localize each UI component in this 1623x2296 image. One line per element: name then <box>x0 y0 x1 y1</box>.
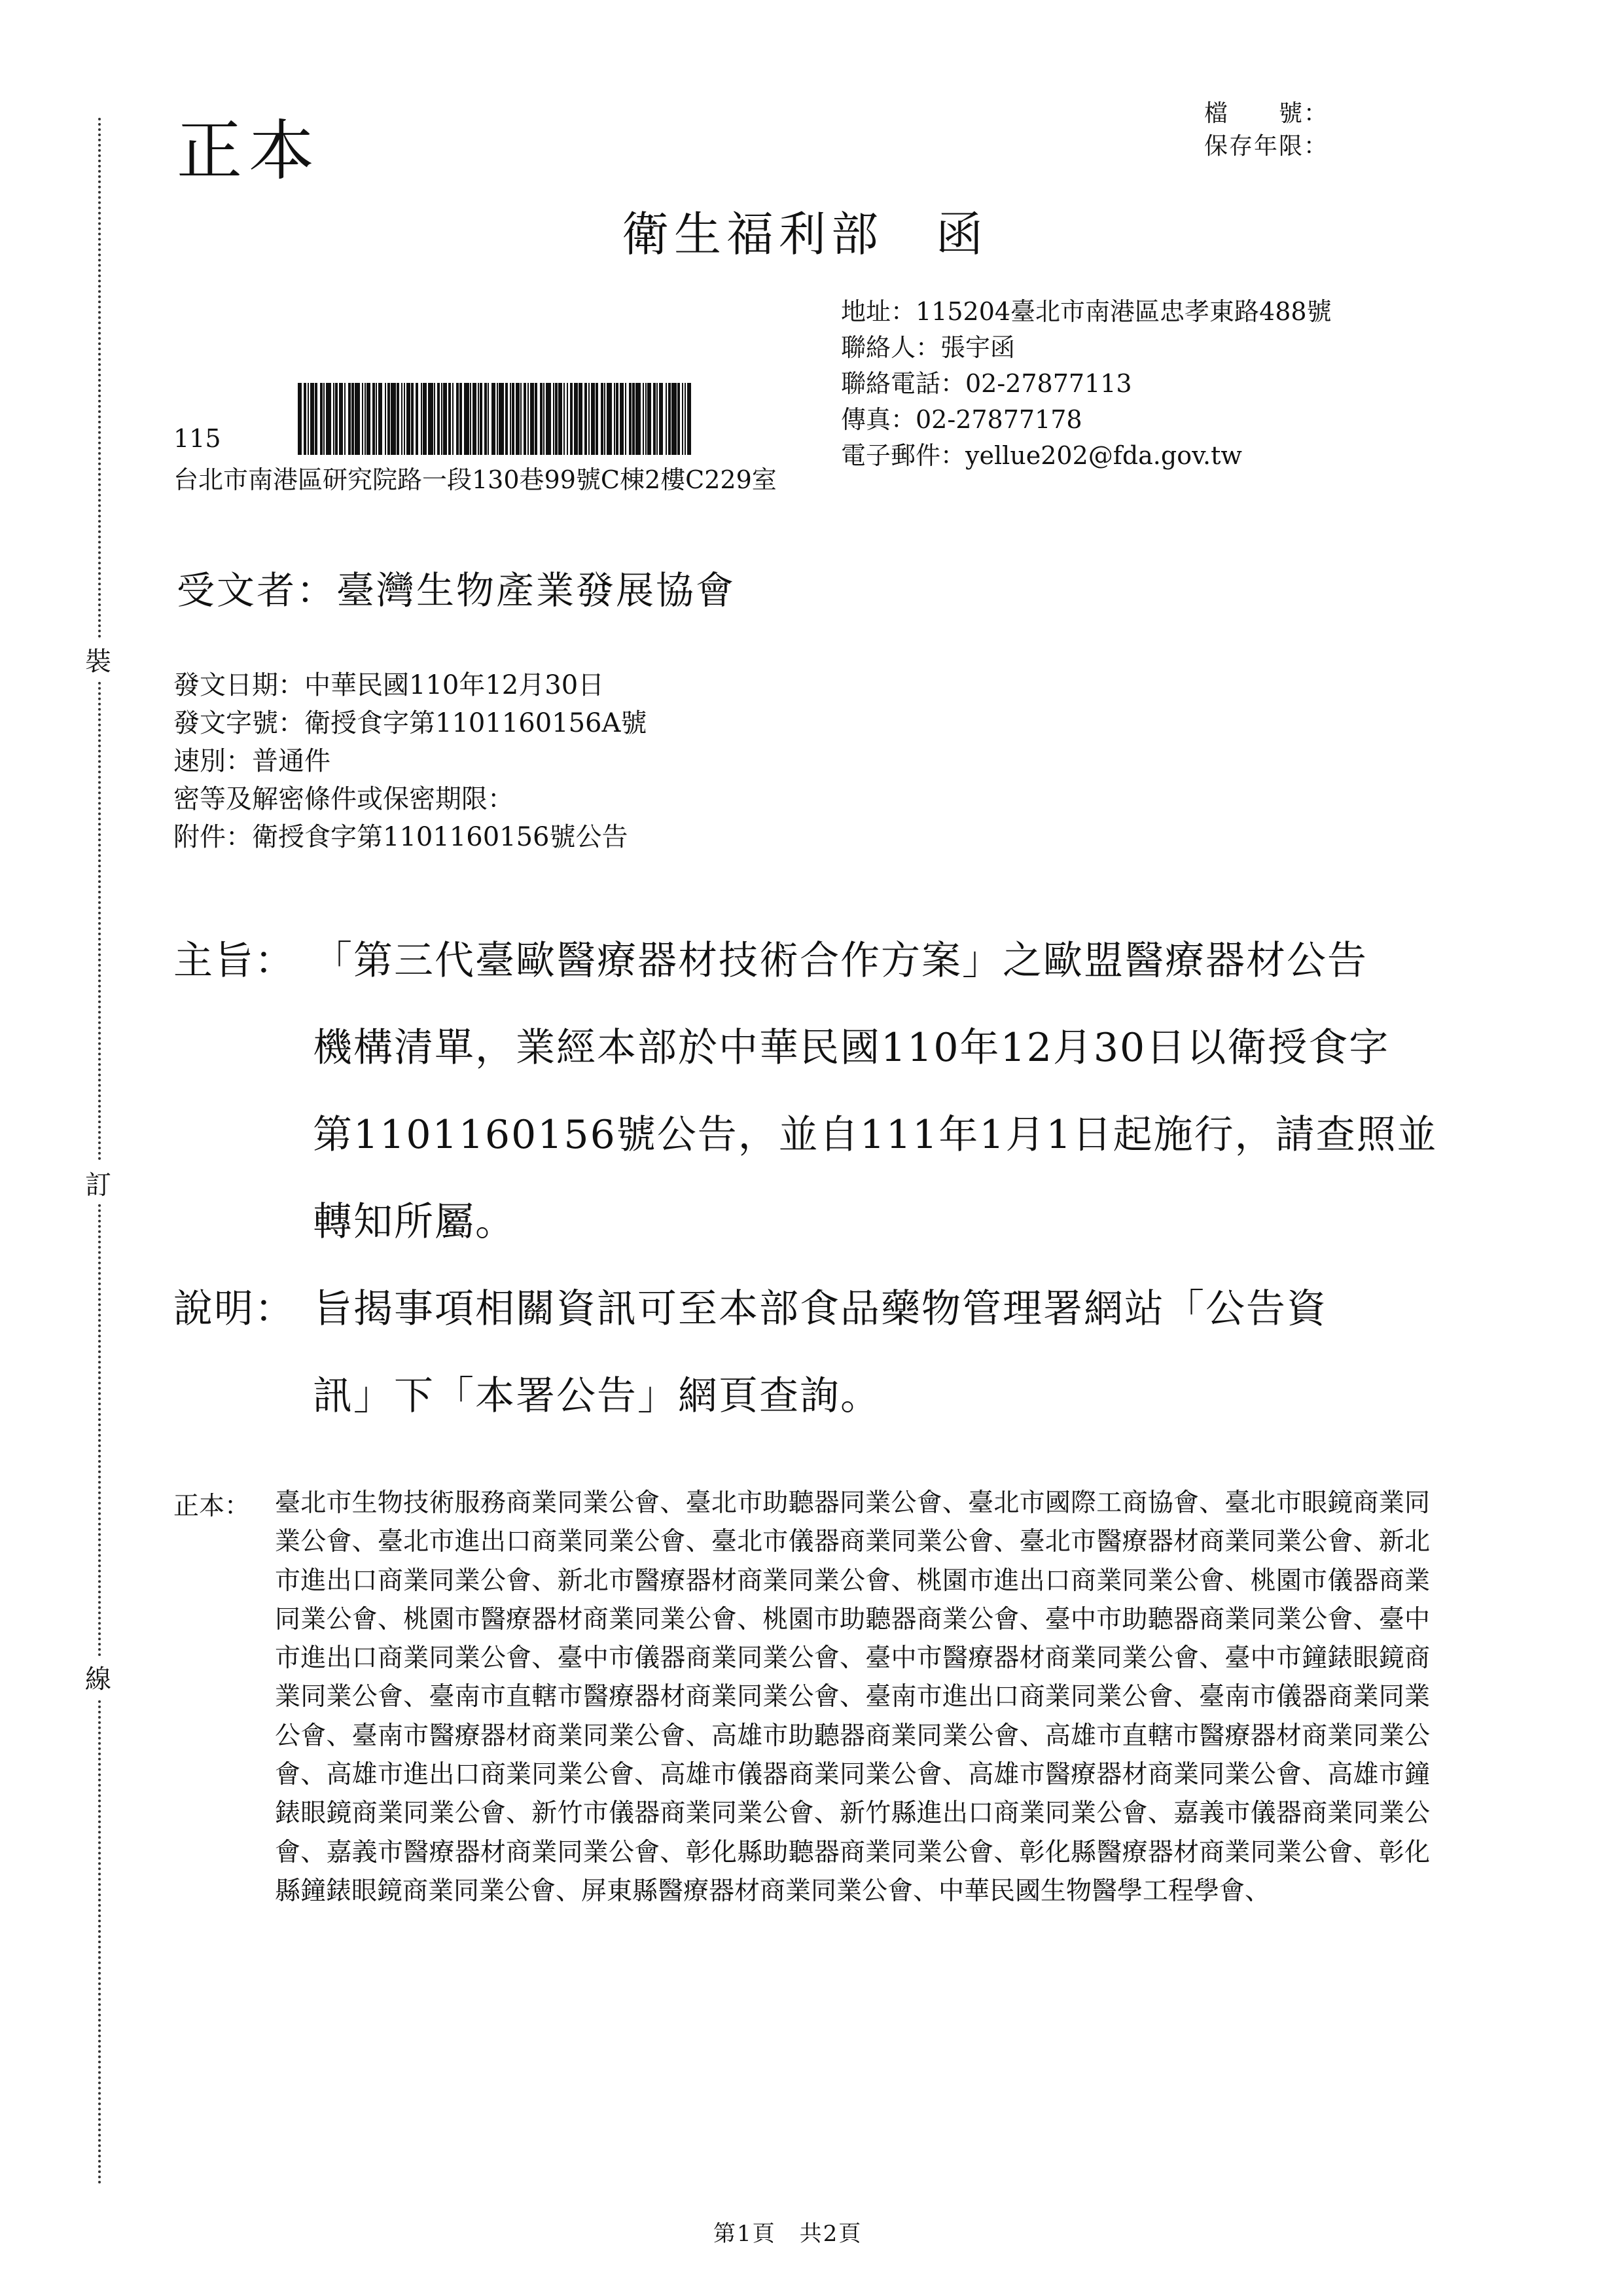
binding-mark-xian: 線 <box>85 1656 111 1698</box>
binding-dotted-line <box>98 118 101 2186</box>
mailing-zip: 115 <box>173 424 221 453</box>
document-title: 衛生福利部 函 <box>622 207 989 262</box>
copies-recipient-list: 臺北市生物技術服務商業同業公會、臺北市助聽器同業公會、臺北市國際工商協會、臺北市眼鏡商業同業公會、臺北市進出口商業同業公會、臺北市儀器商業同業公會、臺北市醫療器材商業同業公會、新北市進出口商業同業公會、新北市醫療器材商業同業公會、桃園市進出口商業同業公會、桃園市儀器商業同業公會、桃園市醫療器材商業同業公會、桃園市助聽器商業公會、臺中市助聽器商業同業公會、臺中市進出口商業同業公會、臺中市儀器商業同業公會、臺中市醫療器材商業同業公會、臺中市鐘錶眼鏡商業同業公會、臺南市直轄市醫療器材商業同業公會、臺南市進出口商業同業公會、臺南市儀器商業同業公會、臺南市醫療器材商業同業公會、高雄市助聽器商業同業公會、高雄市直轄市醫療器材商業同業公會、高雄市進出口商業同業公會、高雄市儀器商業同業公會、高雄市醫療器材商業同業公會、高雄市鐘錶眼鏡商業同業公會、新竹市儀器商業同業公會、新竹縣進出口商業同業公會、嘉義市儀器商業同業公會、嘉義市醫療器材商業同業公會、彰化縣助聽器商業同業公會、彰化縣醫療器材商業同業公會、彰化縣鐘錶眼鏡商業同業公會、屏東縣醫療器材商業同業公會、中華民國生物醫學工程學會、 <box>275 1488 1430 1906</box>
issue-date: 發文日期：中華民國110年12月30日 <box>173 670 605 700</box>
copies-label: 正本： <box>173 1492 251 1521</box>
binding-mark-ding: 訂 <box>85 1162 111 1204</box>
subject-line-2: 機構清單，業經本部於中華民國110年12月30日以衛授食字 <box>313 1025 1390 1071</box>
recipient: 受文者：臺灣生物產業發展協會 <box>177 568 736 613</box>
security-level: 密等及解密條件或保密期限： <box>173 784 514 814</box>
page-number: 第1頁 共2頁 <box>713 2221 863 2247</box>
attachment: 附件：衛授食字第1101160156號公告 <box>173 822 628 852</box>
file-number-label: 檔 號： <box>1204 100 1329 127</box>
explanation-line-1: 旨揭事項相關資訊可至本部食品藥物管理署網站「公告資 <box>313 1286 1327 1332</box>
contact-phone: 聯絡電話：02-27877113 <box>841 369 1132 398</box>
subject-line-4: 轉知所屬。 <box>313 1199 516 1245</box>
contact-email: 電子郵件：yellue202@fda.gov.tw <box>841 441 1242 470</box>
subject-line-3: 第1101160156號公告，並自111年1月1日起施行，請查照並 <box>313 1112 1438 1158</box>
contact-person: 聯絡人：張宇函 <box>841 333 1016 362</box>
binding-mark-zhuang: 裝 <box>85 638 111 681</box>
retention-period-label: 保存年限： <box>1204 133 1329 160</box>
explanation-label: 說明： <box>173 1286 295 1332</box>
mailing-barcode <box>298 383 697 455</box>
delivery-speed: 速別：普通件 <box>173 746 330 776</box>
sender-address: 地址：115204臺北市南港區忠孝東路488號 <box>841 297 1332 326</box>
subject-line-1: 「第三代臺歐醫療器材技術合作方案」之歐盟醫療器材公告 <box>313 938 1368 984</box>
subject-label: 主旨： <box>173 938 295 984</box>
document-number: 發文字號：衛授食字第1101160156A號 <box>173 708 647 738</box>
contact-fax: 傳真：02-27877178 <box>841 405 1082 434</box>
explanation-line-2: 訊」下「本署公告」網頁查詢。 <box>313 1373 881 1419</box>
mailing-address: 台北市南港區研究院路一段130巷99號C棟2樓C229室 <box>173 465 777 494</box>
original-copy-stamp: 正本 <box>177 113 321 189</box>
